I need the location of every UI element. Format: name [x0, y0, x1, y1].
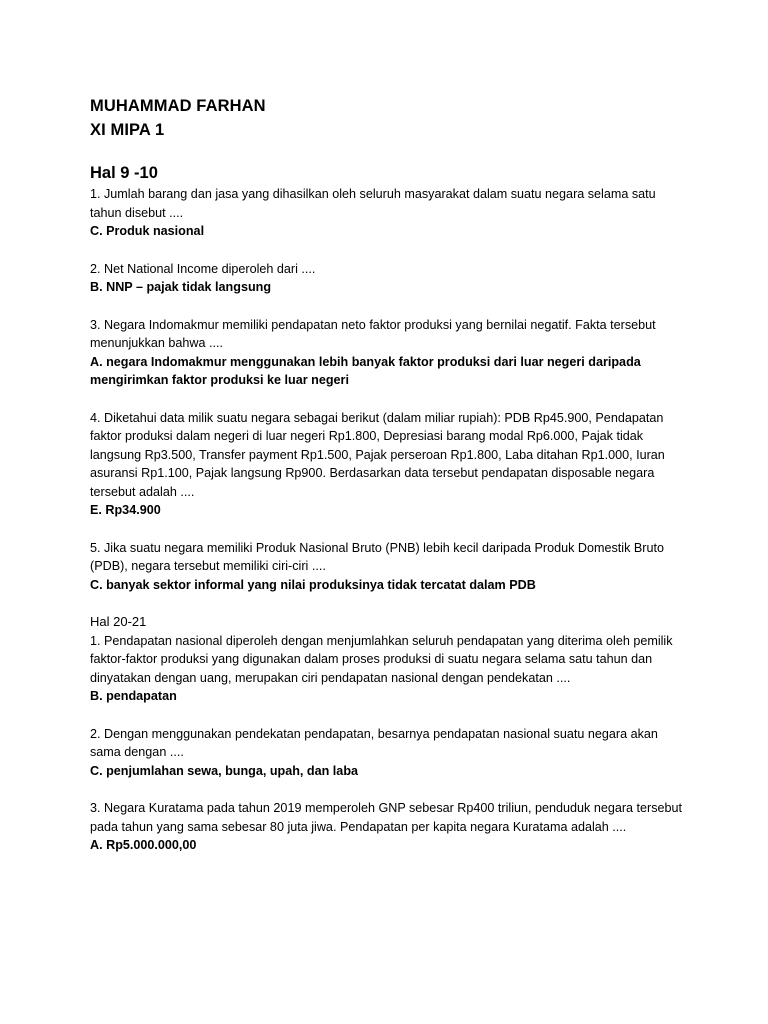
question-text: 3. Negara Indomakmur memiliki pendapatan neto faktor produksi yang bernilai negatif. Fakta tersebut menunjukkan bahwa .... [90, 317, 656, 350]
question-item [90, 725, 690, 781]
section-title-hal-20-21: Hal 20-21 [90, 614, 147, 629]
answer-text: A. Rp5.000.000,00 [90, 838, 197, 852]
question-text: 3. Negara Kuratama pada tahun 2019 memperoleh GNP sebesar Rp400 triliun, penduduk negara tersebut pada tahun yang sama sebesar 80 juta jiwa. Pendapatan per kapita negara Kuratama adalah .... [90, 801, 683, 834]
question-item [90, 539, 690, 595]
question-item [90, 799, 690, 855]
answer-text: C. banyak sektor informal yang nilai produksinya tidak tercatat dalam PDB [90, 577, 536, 592]
question-item [90, 409, 690, 520]
answer-text: C. penjumlahan sewa, bunga, upah, dan laba [90, 763, 359, 778]
question-text: 1. Pendapatan nasional diperoleh dengan menjumlahkan seluruh pendapatan yang diterima oleh pemilik faktor-faktor produksi yang digunakan dalam proses produksi di suatu negara selama satu tahun dan dinyatakan dengan uang, merupakan ciri pendapatan nasional dengan pendekatan .... [90, 633, 673, 685]
student-class: XI MIPA 1 [90, 121, 165, 139]
question-item [90, 185, 690, 241]
answer-text: B. NNP – pajak tidak langsung [90, 280, 272, 294]
answer-text: E. Rp34.900 [90, 503, 161, 517]
question-item [90, 260, 690, 297]
student-name: MUHAMMAD FARHAN [90, 97, 266, 115]
question-text: 2. Net National Income diperoleh dari .... [90, 261, 316, 276]
question-text: 5. Jika suatu negara memiliki Produk Nasional Bruto (PNB) lebih kecil daripada Produk Domestik Bruto (PDB), negara tersebut memiliki ciri-ciri .... [90, 540, 664, 573]
answer-text: B. pendapatan [90, 689, 177, 703]
document-page [90, 94, 690, 874]
question-text: 2. Dengan menggunakan pendekatan pendapatan, besarnya pendapatan nasional suatu negara akan sama dengan .... [90, 726, 658, 759]
answer-text: A. negara Indomakmur menggunakan lebih banyak faktor produksi dari luar negeri daripada mengirimkan faktor produksi ke luar negeri [90, 354, 641, 387]
question-text: 1. Jumlah barang dan jasa yang dihasilkan oleh seluruh masyarakat dalam suatu negara selama satu tahun disebut .... [90, 187, 656, 220]
answer-text: C. Produk nasional [90, 224, 205, 238]
question-item [90, 316, 690, 390]
section-title-hal-9-10: Hal 9 -10 [90, 164, 158, 182]
question-item [90, 632, 690, 706]
question-text: 4. Diketahui data milik suatu negara sebagai berikut (dalam miliar rupiah): PDB Rp45.900, Pendapatan faktor produksi dalam negeri di luar negeri Rp1.800, Depresiasi barang modal Rp6.000, Pajak tidak langsung Rp3.500, Transfer payment Rp1.500, Pajak perseroan Rp1.800, Laba ditahan Rp1.000, Iuran asuransi Rp1.100, Pajak langsung Rp900. Berdasarkan data tersebut pendapatan disposable negara tersebut adalah .... [90, 410, 665, 499]
